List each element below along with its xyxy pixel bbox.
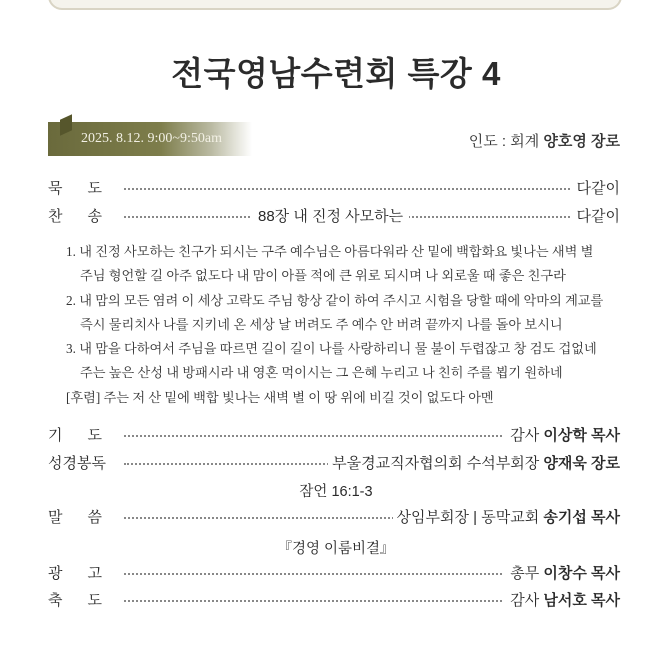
row-value: 상임부회장 | 동막교회 송기섭 목사 [393,506,620,527]
order-row-prayer [48,424,620,446]
dot-leader [124,463,332,465]
lyric-line: 즉시 물리치사 나를 지키네 온 세상 날 버려도 주 예수 안 버려 끝까지 나를 돌아 보시니 [80,316,563,332]
row-value: 부울경교직자협의회 수석부회장 양재욱 장로 [328,452,620,473]
sermon-title: 『경영 이룸비결』 [277,541,395,557]
event-date: 2025. 8.12. 9:00~9:50am [81,131,222,146]
row-value: 다같이 [573,205,620,226]
hymn-lyrics [66,240,626,410]
dot-leader [124,600,502,602]
order-row-scripture [48,452,620,474]
row-label: 묵 도 [48,180,102,197]
lyric-line: 주님 형언할 길 아주 없도다 내 맘이 아플 적에 큰 위로 되시며 나 외로울 때 좋은 친구라 [80,268,566,284]
lyric-line: 1. 내 진정 사모하는 친구가 되시는 구주 예수님은 아름다워라 산 밑에 백합화요 빛나는 새벽 별 [66,244,594,259]
row-value: 총무 이창수 목사 [506,562,620,583]
order-row-sermon [48,506,620,528]
order-row-silent-prayer [48,177,620,199]
row-label: 기 도 [48,427,102,444]
dot-leader [124,517,394,519]
row-value: 감사 이상학 목사 [506,424,620,445]
leaf-icon [60,114,72,136]
dot-leader [124,435,502,437]
leader-name: 양호영 장로 [543,133,620,150]
row-label: 찬 송 [48,208,102,225]
date-banner [48,122,252,156]
hymn-number: 88장 내 진정 사모하는 [252,205,409,226]
dot-leader [124,188,570,190]
page-title: 전국영남수련회 특강 4 [171,55,501,92]
lyric-line: 3. 내 맘을 다하여서 주님을 따르면 길이 길이 나를 사랑하리니 물 불이 두렵잖고 창 검도 겁없네 [66,341,597,357]
order-row-hymn [48,205,620,227]
row-label: 성경봉독 [48,455,106,472]
scripture-reference: 잠언 16:1-3 [299,484,373,500]
dot-leader [124,573,502,575]
row-label: 말 씀 [48,509,102,526]
row-value: 감사 남서호 목사 [506,589,620,610]
row-value: 다같이 [573,177,620,198]
leader-label: 인도 : 회계 [468,133,540,150]
lyric-line: 2. 내 맘의 모든 염려 이 세상 고락도 주님 항상 같이 하여 주시고 시험을 당할 때에 악마의 계교를 [66,292,604,308]
order-row-announcements [48,562,620,584]
lyric-line: [후렴] 주는 저 산 밑에 백합 빛나는 새벽 별 이 땅 위에 비길 것이 없도다 아멘 [66,389,494,405]
lyric-line: 주는 높은 산성 내 방패시라 내 영혼 먹이시는 그 은혜 누리고 나 친히 주를 뵙기 원하네 [80,365,563,381]
top-decorative-bar [48,0,622,10]
order-row-benediction [48,589,620,611]
row-label: 축 도 [48,592,102,609]
leader-info [462,130,620,151]
row-label: 광 고 [48,565,102,582]
